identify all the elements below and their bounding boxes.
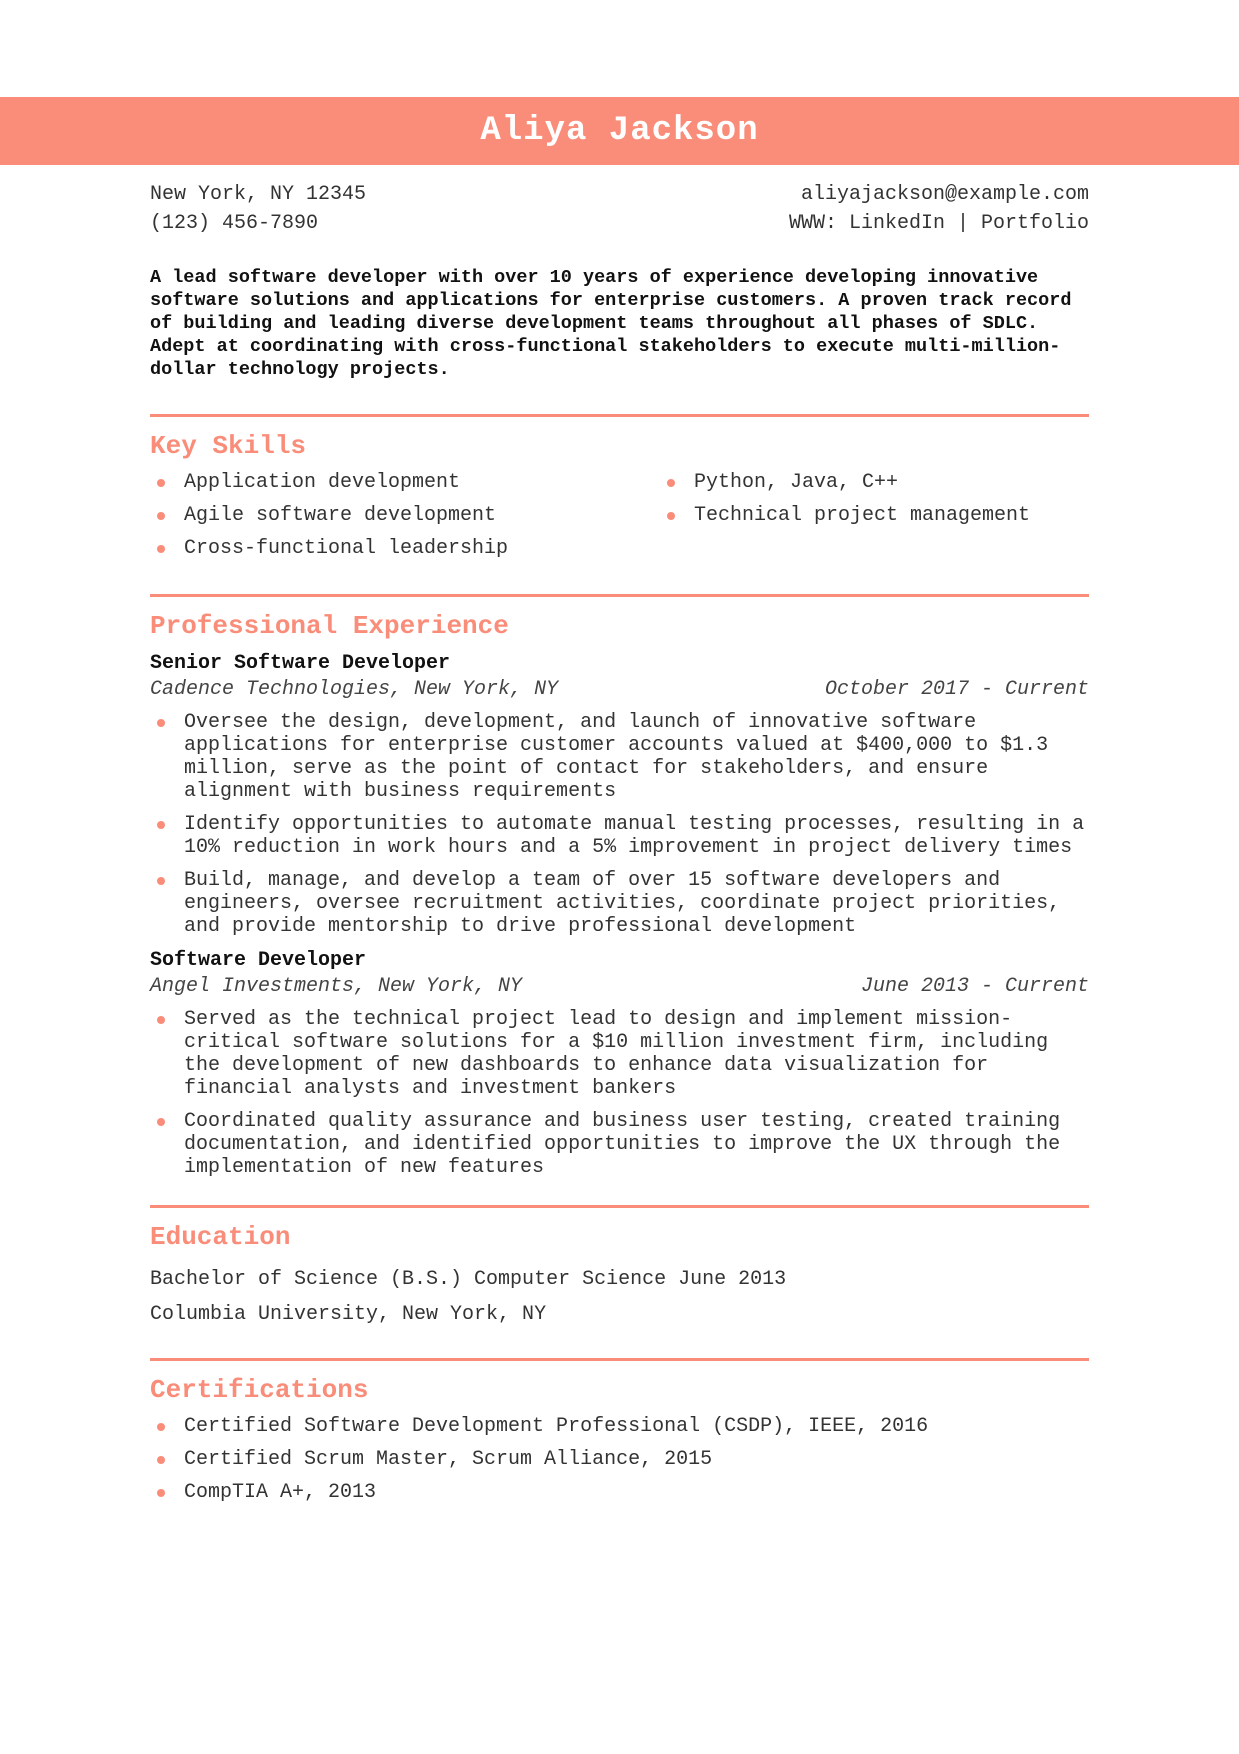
contact-block	[150, 180, 1089, 238]
job-bullets	[150, 711, 1089, 938]
degree: Bachelor of Science (B.S.) Computer Science June 2013	[150, 1268, 787, 1291]
phone: (123) 456-7890	[150, 212, 319, 235]
resume-body	[150, 180, 1089, 1514]
skill-item: Python, Java, C++	[660, 471, 1089, 494]
job-bullet: Coordinated quality assurance and business user testing, created training documentation, and identified opportunities to improve the UX through the implementation of new features	[150, 1110, 1089, 1179]
contact-right	[789, 180, 1089, 238]
skill-item: Application development	[150, 471, 660, 494]
education-section	[150, 1205, 1089, 1332]
job-dates: October 2017 - Current	[824, 678, 1089, 701]
summary: A lead software developer with over 10 years of experience developing innovative software solutions and applications for enterprise customers. A proven track record of building and leading diverse development teams throughout all phases of SDLC. Adept at coordinating with cross-functional stakeholders to execute multi-million-dollar technology projects.	[150, 267, 1072, 380]
certifications-list	[150, 1415, 1089, 1504]
skill-item: Technical project management	[660, 504, 1089, 527]
skill-item: Cross-functional leadership	[150, 537, 660, 560]
skills-section	[150, 414, 1089, 570]
job-company: Cadence Technologies, New York, NY	[150, 678, 559, 701]
skills-list-right	[660, 471, 1089, 570]
certification-item: Certified Software Development Professional (CSDP), IEEE, 2016	[150, 1415, 1089, 1438]
certifications-section	[150, 1358, 1089, 1504]
job-entry	[150, 948, 1089, 1179]
job-title: Senior Software Developer	[150, 652, 451, 675]
skill-item: Agile software development	[150, 504, 660, 527]
web-links[interactable]: WWW: LinkedIn | Portfolio	[788, 212, 1089, 235]
certification-item: Certified Scrum Master, Scrum Alliance, 2015	[150, 1448, 1089, 1471]
job-entry	[150, 651, 1089, 938]
job-bullets	[150, 1008, 1089, 1179]
job-title: Software Developer	[150, 949, 367, 972]
job-bullet: Oversee the design, development, and launch of innovative software applications for enterprise customer accounts valued at $400,000 to $1.3 million, serve as the point of contact for stakeholders, and ensure alignment with business requirements	[150, 711, 1089, 803]
job-bullet: Served as the technical project lead to design and implement mission-critical software solutions for a $10 million investment firm, including the development of new dashboards to enhance data visualization for financial analysts and investment bankers	[150, 1008, 1089, 1100]
job-company: Angel Investments, New York, NY	[150, 975, 523, 998]
section-title: Certifications	[150, 1375, 369, 1405]
school: Columbia University, New York, NY	[150, 1303, 547, 1326]
job-bullet: Build, manage, and develop a team of over 15 software developers and engineers, oversee recruitment activities, coordinate project priorities, and provide mentorship to drive professional development	[150, 869, 1089, 938]
email-link[interactable]: aliyajackson@example.com	[800, 183, 1089, 206]
section-title: Key Skills	[150, 431, 307, 461]
section-title: Professional Experience	[150, 611, 509, 641]
contact-left	[150, 180, 366, 238]
address: New York, NY 12345	[150, 183, 367, 206]
job-bullet: Identify opportunities to automate manual testing processes, resulting in a 10% reduction in work hours and a 5% improvement in project delivery times	[150, 813, 1089, 859]
job-meta	[150, 677, 1089, 703]
certification-item: CompTIA A+, 2013	[150, 1481, 1089, 1504]
name-banner	[0, 97, 1239, 165]
experience-section	[150, 594, 1089, 1179]
candidate-name: Aliya Jackson	[480, 112, 759, 150]
section-title: Education	[150, 1222, 291, 1252]
skills-list-left	[150, 471, 660, 570]
job-meta	[150, 974, 1089, 1000]
job-dates: June 2013 - Current	[860, 975, 1089, 998]
